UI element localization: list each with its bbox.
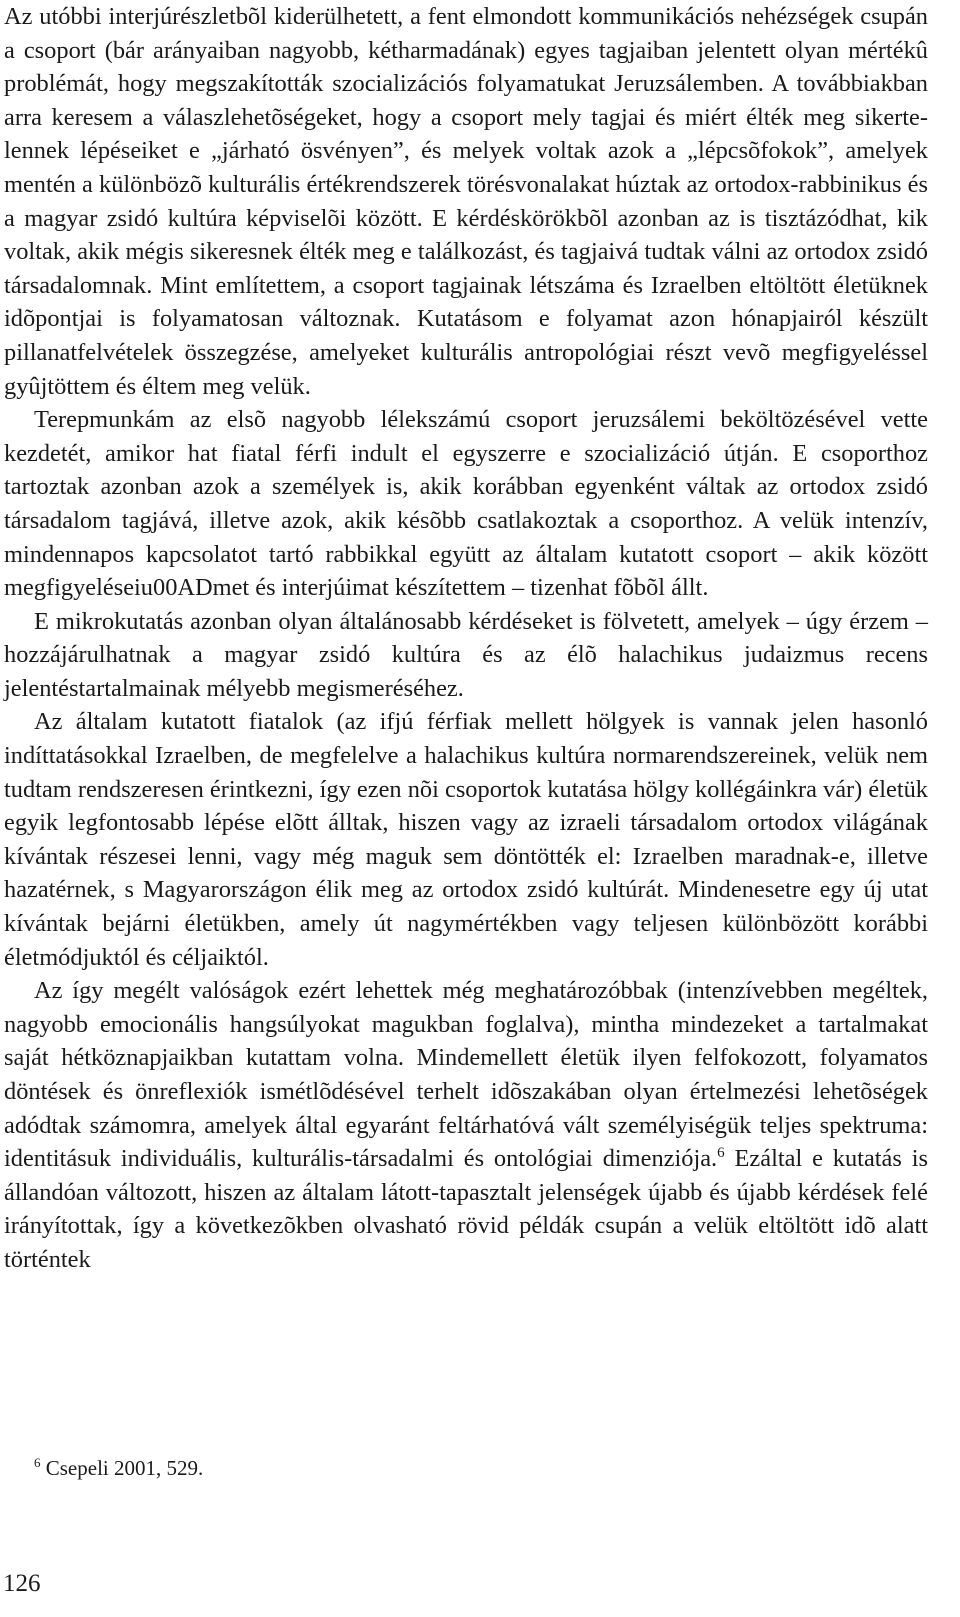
paragraph-text: E mikrokutatás azonban olyan általánosabb kérdéseket is fölvetett, amelyek – úgy érzem – hozzájárulhatnak a magyar zsidó kultúra és az élõ halachikus judaizmus recens jelentéstartalmainak mélyebb megismeréséhez. bbox=[4, 607, 928, 702]
paragraph-text: Az utóbbi interjúrészletbõl kiderülhetett, a fent elmondott kommunikációs nehézségek csupán a csoport (bár arányaiban nagyobb, kétharmadának) egyes tagjaiban jelentett olyan mértékû problémát, hogy megszakították szocializációs folyamatukat Jeruzsálemben. A továbbiakban arra keresem a válaszlehetõségeket, hogy a csoport mely tagjai és miért élték meg sikertelennek lépéseiket e „járható ösvényen”, és melyek voltak azok a „lépcsõfokok”, amelyek mentén a különbözõ kulturális értékrendszerek törésvonalakat húztak az ortodox-rabbinikus és a magyar zsidó kultúra képviselõi között. E kérdéskörökbõl azonban az is tisztázódhat, kik voltak, akik mégis sikeresnek élték meg e találkozást, és tagjaivá tudtak válni az ortodox zsidó társadalomnak. Mint említettem, a csoport tagjainak létszáma és Izraelben eltöltött életüknek idõpontjai is folyamatosan változnak. Kutatásom e folyamat azon hónapjairól készült pillanatfelvételek összegzése, amelyeket kulturális antropológiai részt vevõ megfigyeléssel gyûjtöttem és éltem meg velük. bbox=[4, 3, 928, 400]
footnote-marker: 6 bbox=[34, 1455, 41, 1470]
paragraph-text: Ezáltal e kutatás is állandóan változott, hiszen az általam látott-tapasztalt jelenségek újabb és újabb kérdések felé irányítottak, így a következõkben olvasható rövid példák csupán a velük eltöltött idõ alatt történtek bbox=[4, 1145, 928, 1273]
paragraph-text: Terepmunkám az elsõ nagyobb lélekszámú csoport jeruzsálemi beköltözésével vette kezdetét, amikor hat fiatal férfi indult el egyszerre e szocializáció útján. E csoporthoz tartoztak azonban azok a személyek is, akik korábban egyenként váltak az ortodox zsidó társadalom tagjává, illetve azok, akik késõbb csatlakoztak a csoporthoz. A velük intenzív, mindennapos kapcsolatot tartó rabbikkal együtt az általam kutatott csoport – akik között megfigyeléseiu00ADmet és interjúimat készítettem – tizenhat fõbõl állt. bbox=[4, 406, 928, 602]
paragraph bbox=[4, 605, 928, 706]
paragraph-text: Az így megélt valóságok ezért lehettek még meghatározóbbak (intenzívebben megéltek, nagyobb emocionális hangsúlyokat magukban foglalva), mintha mindezeket a tartalmakat saját hétköznapjaikban kutattam volna. Mindemellett életük ilyen felfokozott, folyamatos döntések és önreflexiók ismétlõdésével terhelt idõszakában olyan értelmezési lehetõségek adódtak számomra, amelyek által egyaránt feltárhatóvá vált személyiségük teljes spektruma: identitásuk individuális, kulturális-társadalmi és ontológiai dimenziója. bbox=[4, 977, 928, 1173]
paragraph bbox=[4, 403, 928, 605]
paragraph bbox=[4, 705, 928, 974]
paragraph bbox=[4, 974, 928, 1276]
paragraph-text: Az általam kutatott fiatalok (az ifjú férfiak mellett hölgyek is vannak jelen hasonló indíttatásokkal Izraelben, de megfelelve a halachikus kultúra normarendszereinek, velük nem tudtam rendszeresen érintkezni, így ezen nõi csoportok kutatása hölgy kollégáinkra vár) életük egyik legfontosabb lépése elõtt álltak, hiszen vagy az izraeli társadalom ortodox világának kívántak részesei lenni, vagy még maguk sem döntötték el: Izraelben maradnak-e, illetve hazatérnek, s Magyarországon élik meg az ortodox zsidó kultúrát. Mindenesetre egy új utat kívántak bejárni életükben, amely út nagymértékben vagy teljesen különbözött korábbi életmódjuktól és céljaiktól. bbox=[4, 708, 928, 971]
footnote-text: Csepeli 2001, 529. bbox=[40, 1456, 204, 1480]
footnote bbox=[34, 1454, 203, 1482]
paragraph bbox=[4, 0, 928, 403]
body-text bbox=[4, 0, 928, 1277]
page-number: 126 bbox=[3, 1570, 41, 1597]
footnote-reference: 6 bbox=[717, 1145, 725, 1162]
